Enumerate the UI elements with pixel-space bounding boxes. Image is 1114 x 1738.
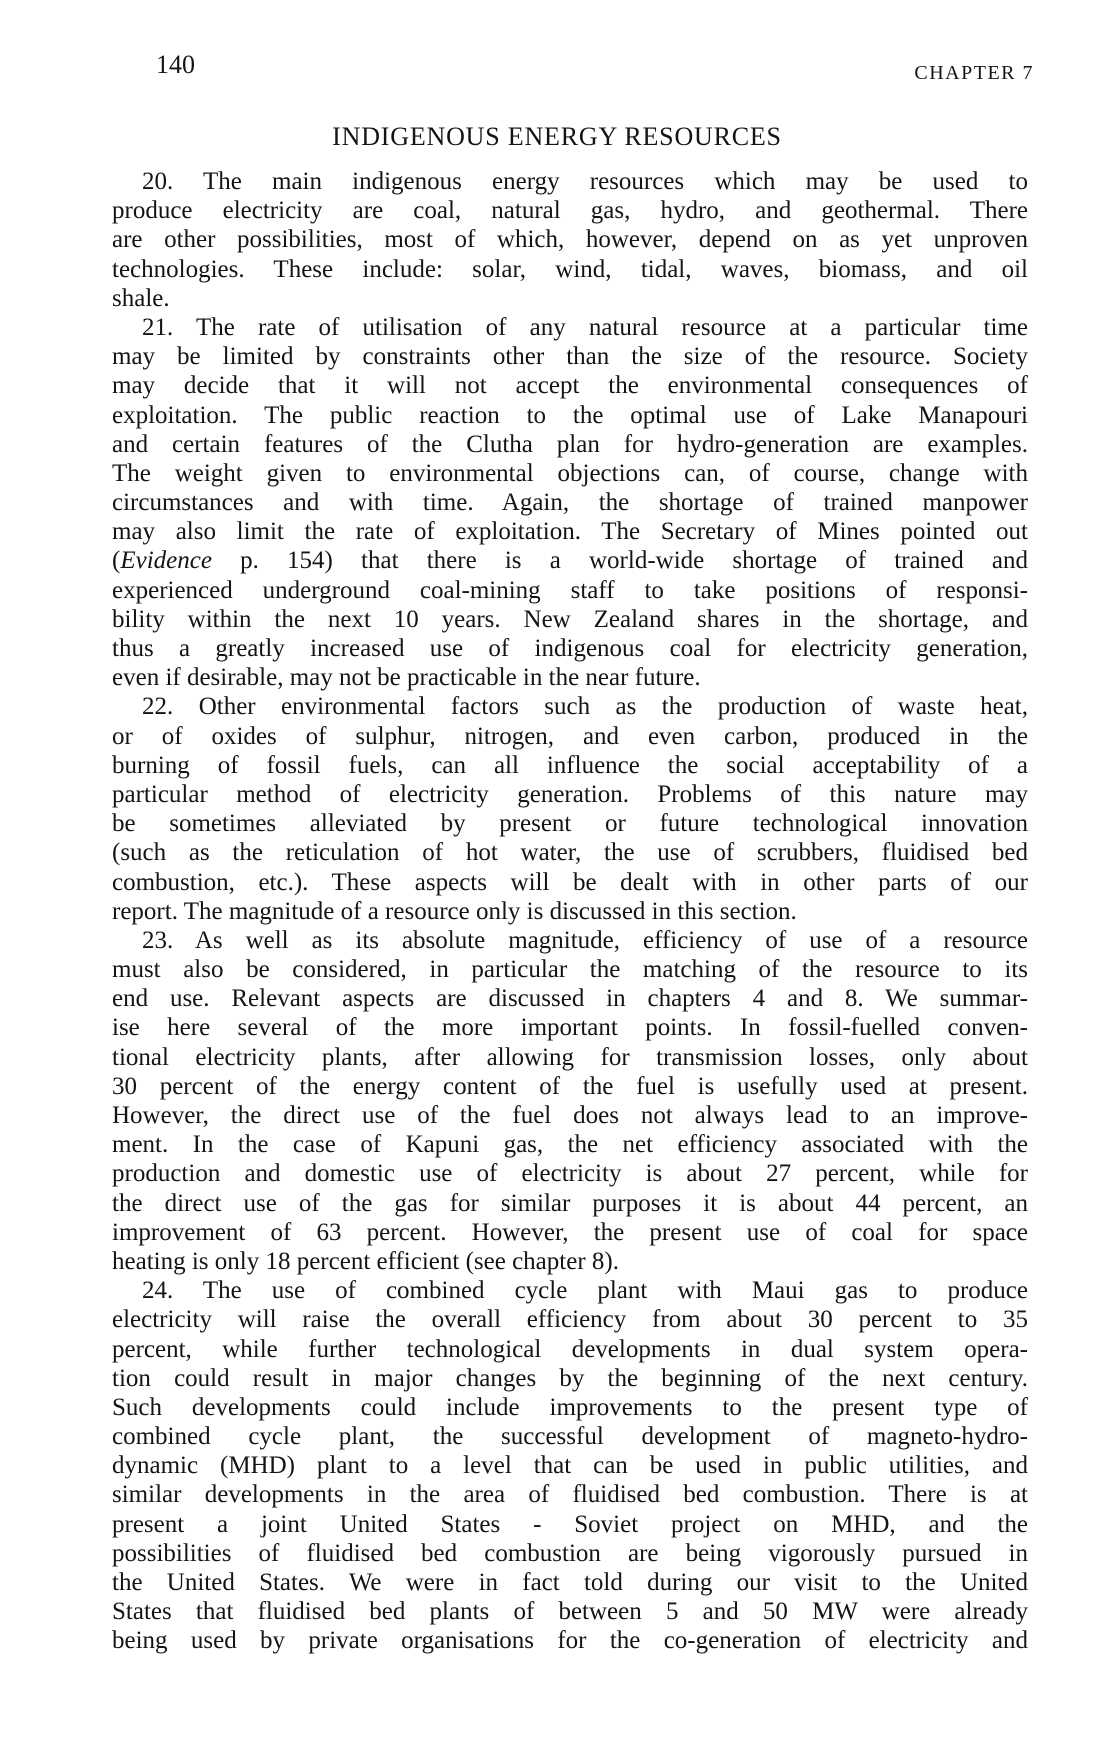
paragraph-21 <box>112 313 1028 692</box>
line-text: The use of combined cycle plant with Maui gas to produce <box>202 1277 1028 1305</box>
text-line: production and domestic use of electricity is about 27 percent, while for <box>112 1160 1028 1188</box>
text-line: report. The magnitude of a resource only is discussed in this section. <box>112 897 797 925</box>
line-text: The main indigenous energy resources which may be used to <box>202 168 1028 195</box>
text-line: produce electricity are coal, natural gas, hydro, and geothermal. There <box>112 197 1028 225</box>
text-line: may be limited by constraints other than the size of the resource. Society <box>112 343 1028 371</box>
paragraph-number: 21. <box>142 313 174 341</box>
text-line: 30 percent of the energy content of the fuel is usefully used at present. <box>112 1072 1028 1100</box>
text-line: and certain features of the Clutha plan for hydro-generation are examples. <box>112 430 1028 458</box>
text-line: States that fluidised bed plants of between 5 and 50 MW were already <box>112 1598 1028 1626</box>
evidence-citation: Evidence <box>120 547 212 575</box>
paragraph-number: 23. <box>142 926 174 954</box>
chapter-label: CHAPTER 7 <box>914 62 1034 84</box>
text-line: tional electricity plants, after allowing for transmission losses, only about <box>112 1043 1028 1071</box>
text-line: thus a greatly increased use of indigenous coal for electricity generation, <box>112 635 1028 662</box>
text-line: electricity will raise the overall efficiency from about 30 percent to 35 <box>112 1306 1028 1334</box>
text-line: even if desirable, may not be practicable in the near future. <box>112 664 701 692</box>
text-line: ise here several of the more important points. In fossil-fuelled conven- <box>112 1014 1028 1042</box>
text-line: improvement of 63 percent. However, the present use of coal for space <box>112 1218 1028 1246</box>
open-paren: ( <box>112 547 121 575</box>
text-line: being used by private organisations for the co-generation of electricity and <box>112 1627 1028 1655</box>
text-line: similar developments in the area of fluidised bed combustion. There is at <box>112 1481 1028 1509</box>
text-line: possibilities of fluidised bed combustion are being vigorously pursued in <box>112 1539 1028 1567</box>
paragraph-number: 24. <box>142 1277 174 1305</box>
text-line <box>112 926 1028 955</box>
text-line: present a joint United States - Soviet project on MHD, and the <box>112 1510 1028 1538</box>
paragraph-24 <box>112 1276 1028 1655</box>
text-line: combined cycle plant, the successful development of magneto-hydro- <box>112 1423 1028 1451</box>
text-line: or of oxides of sulphur, nitrogen, and even carbon, produced in the <box>112 722 1028 750</box>
text-line <box>112 546 1028 575</box>
text-line: experienced underground coal-mining staff to take positions of responsi- <box>112 576 1028 604</box>
text-line: bility within the next 10 years. New Zealand shares in the shortage, and <box>112 605 1028 633</box>
text-line: (such as the reticulation of hot water, the use of scrubbers, fluidised bed <box>112 839 1028 867</box>
paragraph-23 <box>112 926 1028 1276</box>
text-line <box>112 1276 1028 1305</box>
text-line: However, the direct use of the fuel does not always lead to an improve- <box>112 1102 1028 1129</box>
line-text: p. 154) that there is a world-wide shortage of trained and <box>211 547 1028 575</box>
text-line: circumstances and with time. Again, the shortage of trained manpower <box>112 489 1028 517</box>
text-line: burning of fossil fuels, can all influence the social acceptability of a <box>112 751 1028 779</box>
text-line: are other possibilities, most of which, however, depend on as yet unproven <box>112 226 1028 254</box>
text-line <box>112 167 1028 196</box>
text-line: must also be considered, in particular the matching of the resource to its <box>112 956 1028 984</box>
text-line: the United States. We were in fact told during our visit to the United <box>112 1569 1028 1596</box>
text-line: combustion, etc.). These aspects will be dealt with in other parts of our <box>112 868 1028 896</box>
paragraph-22 <box>112 692 1028 926</box>
text-line: tion could result in major changes by the beginning of the next century. <box>112 1364 1028 1392</box>
text-line <box>112 313 1028 342</box>
paragraph-20 <box>112 167 1028 313</box>
text-line: end use. Relevant aspects are discussed in chapters 4 and 8. We summar- <box>112 985 1028 1013</box>
text-line: ment. In the case of Kapuni gas, the net efficiency associated with the <box>112 1131 1028 1159</box>
text-line: be sometimes alleviated by present or future technological innovation <box>112 810 1028 838</box>
paragraph-number: 22. <box>142 693 174 721</box>
line-text: As well as its absolute magnitude, efficiency of use of a resource <box>194 926 1028 954</box>
text-line: percent, while further technological developments in dual system opera- <box>112 1335 1028 1363</box>
text-line: shale. <box>112 284 170 312</box>
text-line: may also limit the rate of exploitation. The Secretary of Mines pointed out <box>112 518 1028 546</box>
line-text: The rate of utilisation of any natural resource at a particular time <box>195 313 1028 341</box>
body-text <box>112 167 1028 1656</box>
line-text: Other environmental factors such as the production of waste heat, <box>198 693 1028 721</box>
page-number: 140 <box>156 50 195 79</box>
text-line: heating is only 18 percent efficient (see chapter 8). <box>112 1247 619 1275</box>
text-line: technologies. These include: solar, wind, tidal, waves, biomass, and oil <box>112 255 1028 283</box>
text-line: particular method of electricity generation. Problems of this nature may <box>112 780 1028 808</box>
paragraph-number: 20. <box>142 168 174 195</box>
text-line <box>112 692 1028 721</box>
section-heading: INDIGENOUS ENERGY RESOURCES <box>332 122 782 151</box>
text-line: dynamic (MHD) plant to a level that can be used in public utilities, and <box>112 1452 1028 1480</box>
text-line: may decide that it will not accept the environmental consequences of <box>112 372 1028 400</box>
running-head <box>110 50 1034 90</box>
text-line: The weight given to environmental objections can, of course, change with <box>112 459 1028 487</box>
text-line: Such developments could include improvements to the present type of <box>112 1393 1028 1421</box>
text-line: exploitation. The public reaction to the optimal use of Lake Manapouri <box>112 401 1028 429</box>
text-line: the direct use of the gas for similar purposes it is about 44 percent, an <box>112 1189 1028 1217</box>
